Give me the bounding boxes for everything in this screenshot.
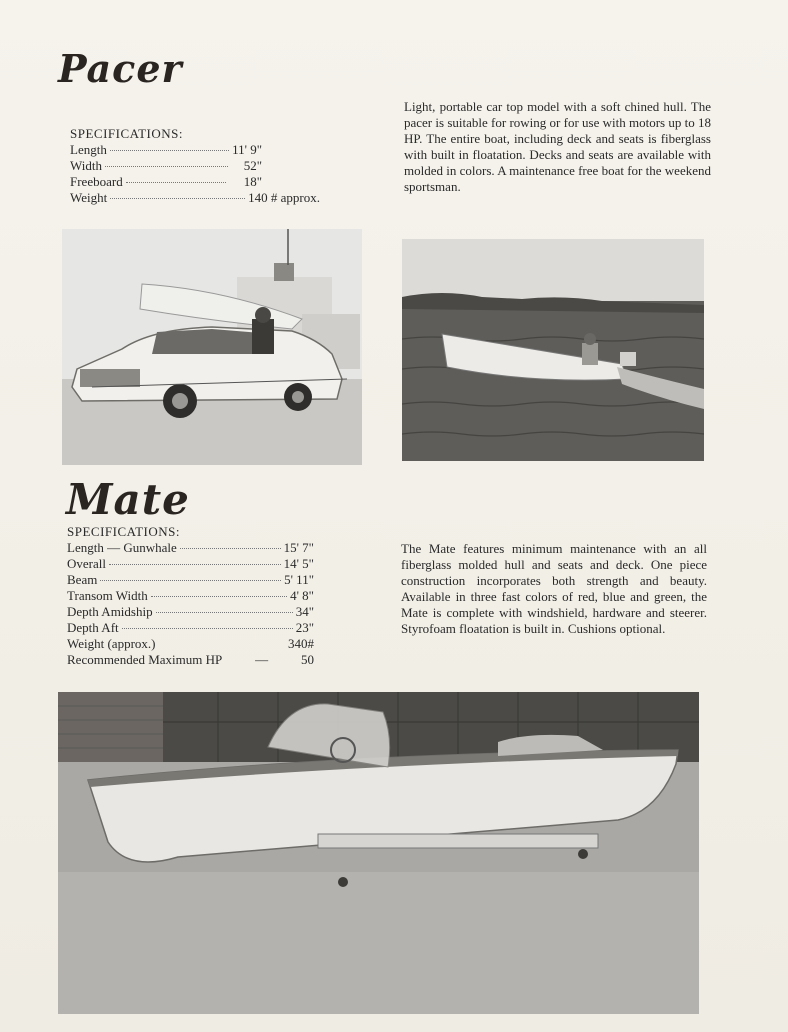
spec-row [67, 540, 314, 556]
spec-value: 52" [243, 158, 262, 173]
mate-boat-photo [58, 692, 699, 1014]
spec-label: Length [70, 142, 107, 157]
spec-value: 34" [295, 604, 314, 619]
pacer-specs-heading: SPECIFICATIONS: [70, 126, 183, 141]
spec-row [67, 604, 314, 620]
spec-label: Depth Aft [67, 620, 119, 635]
spec-value: 140 # approx. [248, 190, 320, 205]
lake-photo-illustration [402, 239, 704, 461]
spec-value: 15' 7" [283, 540, 314, 555]
spec-value: 18" [243, 174, 262, 189]
spec-label: Length — Gunwhale [67, 540, 177, 555]
mate-title: Mate [66, 475, 190, 524]
spec-label: Weight (approx.) [67, 636, 156, 651]
spec-value: 50 [301, 652, 314, 667]
spec-row [70, 174, 320, 190]
spec-row [70, 158, 320, 174]
spec-row [70, 142, 320, 158]
spec-value: 23" [295, 620, 314, 635]
spec-value: 14' 5" [283, 556, 314, 571]
spec-label: Width [70, 158, 102, 173]
spec-row [67, 588, 314, 604]
pacer-title: Pacer [58, 46, 183, 91]
pacer-on-water-photo [402, 239, 704, 461]
spec-row [67, 572, 314, 588]
car-photo-illustration [62, 229, 362, 465]
spec-row [67, 620, 314, 636]
spec-label: Weight [70, 190, 108, 205]
spec-label: Recommended Maximum HP [67, 652, 223, 667]
pacer-specifications [70, 126, 320, 206]
spec-label: Transom Width [67, 588, 148, 603]
spec-value: 5' 11" [284, 572, 314, 587]
pacer-car-top-photo [62, 229, 362, 465]
mate-photo-illustration [58, 692, 699, 1014]
spec-row [67, 556, 314, 572]
mate-description: The Mate features minimum maintenance with an all fiberglass molded hull and seats and deck. One piece construction incorporates both strength and beauty. Available in three fast colors of red, blue and green, the Mate is complete with windshield, hardware and steerer. Styrofoam floatation is built in. Cushions optional. [401, 541, 707, 636]
spec-value: 11' 9" [232, 142, 262, 157]
pacer-description: Light, portable car top model with a soft chined hull. The pacer is suitable for rowing or for use with motors up to 18 HP. The entire boat, including deck and seats is fiberglass with built in floatation. Decks and seats are available with molded in colors. A maintenance free boat for the weekend sportsman. [404, 99, 711, 194]
spec-value: 340# [288, 636, 314, 651]
spec-row: Recommended Maximum HP — 50 [67, 652, 314, 667]
spec-value: 4' 8" [290, 588, 314, 603]
spec-label: Depth Amidship [67, 604, 153, 619]
spec-row [70, 190, 320, 206]
spec-label: Beam [67, 572, 98, 587]
mate-specifications [67, 524, 314, 668]
mate-specs-heading: SPECIFICATIONS: [67, 524, 180, 539]
spec-label: Freeboard [70, 174, 123, 189]
spec-row [67, 636, 314, 652]
spec-label: Overall [67, 556, 106, 571]
